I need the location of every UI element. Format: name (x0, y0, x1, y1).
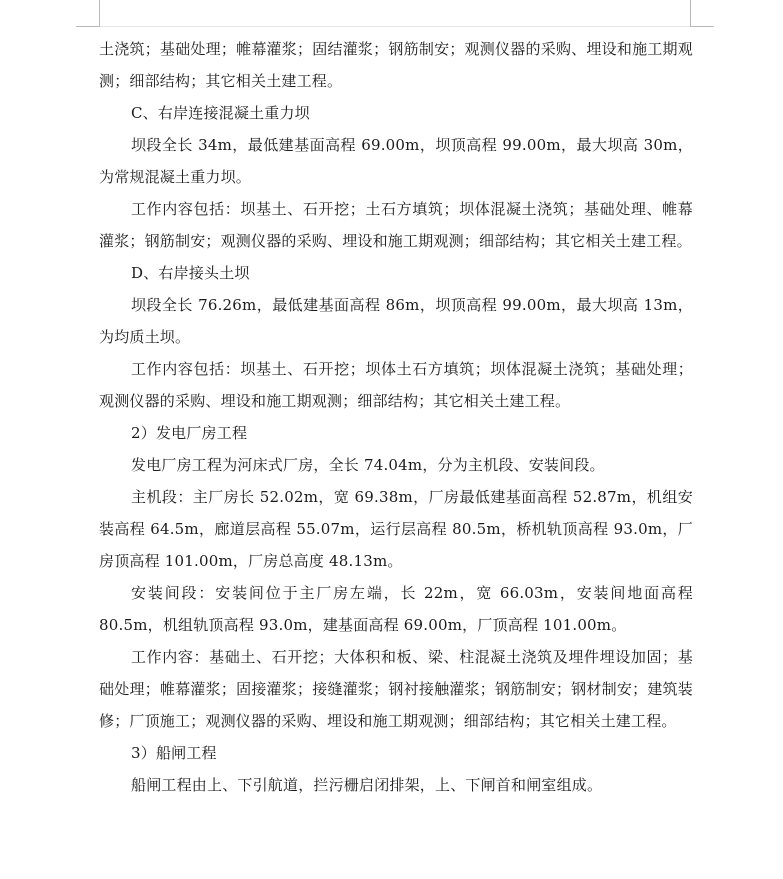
section-heading-c: C、右岸连接混凝土重力坝 (131, 104, 310, 122)
section-heading-powerhouse: 2）发电厂房工程 (131, 424, 248, 442)
crop-mark-top-left-horizontal (76, 26, 100, 27)
crop-mark-top-right-horizontal (690, 26, 714, 27)
paragraph-powerhouse-overview: 发电厂房工程为河床式厂房，全长 74.04m，分为主机段、安装间段。 (131, 456, 605, 474)
crop-mark-top-left (99, 0, 100, 27)
paragraph-c-dam-spec: 坝段全长 34m，最低建基面高程 69.00m，坝顶高程 99.00m，最大坝高 30m，为常规混凝土重力坝。 (99, 136, 693, 186)
paragraph-continuation: 土浇筑；基础处理；帷幕灌浆；固结灌浆；钢筋制安；观测仪器的采购、埋设和施工期观测；细部结构；其它相关土建工程。 (99, 40, 693, 90)
document-body (99, 33, 693, 801)
crop-mark-top-right (690, 0, 691, 27)
paragraph-shiplock-overview: 船闸工程由上、下引航道，拦污栅启闭排架，上、下闸首和闸室组成。 (131, 776, 603, 794)
paragraph-installation-bay: 安装间段：安装间位于主厂房左端，长 22m，宽 66.03m，安装间地面高程 80.5m，机组轨顶高程 93.0m，建基面高程 69.00m，厂顶高程 101.00m。 (99, 584, 693, 634)
header-margin-line (99, 26, 691, 27)
paragraph-main-unit-section: 主机段：主厂房长 52.02m，宽 69.38m，厂房最低建基面高程 52.87m，机组安装高程 64.5m，廊道层高程 55.07m，运行层高程 80.5m，桥机轨顶高程 93.0m，厂房顶高程 101.00m，厂房总高度 48.13m。 (99, 488, 693, 570)
section-heading-shiplock: 3）船闸工程 (131, 744, 217, 762)
section-heading-d: D、右岸接头土坝 (131, 264, 250, 282)
paragraph-d-dam-spec: 坝段全长 76.26m，最低建基面高程 86m，坝顶高程 99.00m，最大坝高 13m，为均质土坝。 (99, 296, 693, 346)
paragraph-powerhouse-work-scope: 工作内容：基础土、石开挖；大体积和板、梁、柱混凝土浇筑及埋件埋设加固；基础处理；帷幕灌浆；固接灌浆；接缝灌浆；钢衬接触灌浆；钢筋制安；钢材制安；建筑装修；厂顶施工；观测仪器的采购、埋设和施工期观测；细部结构；其它相关土建工程。 (99, 648, 693, 730)
paragraph-c-work-scope: 工作内容包括：坝基土、石开挖；土石方填筑；坝体混凝土浇筑；基础处理、帷幕灌浆；钢筋制安；观测仪器的采购、埋设和施工期观测；细部结构；其它相关土建工程。 (99, 200, 693, 250)
paragraph-d-work-scope: 工作内容包括：坝基土、石开挖；坝体土石方填筑；坝体混凝土浇筑；基础处理；观测仪器的采购、埋设和施工期观测；细部结构；其它相关土建工程。 (99, 360, 693, 410)
